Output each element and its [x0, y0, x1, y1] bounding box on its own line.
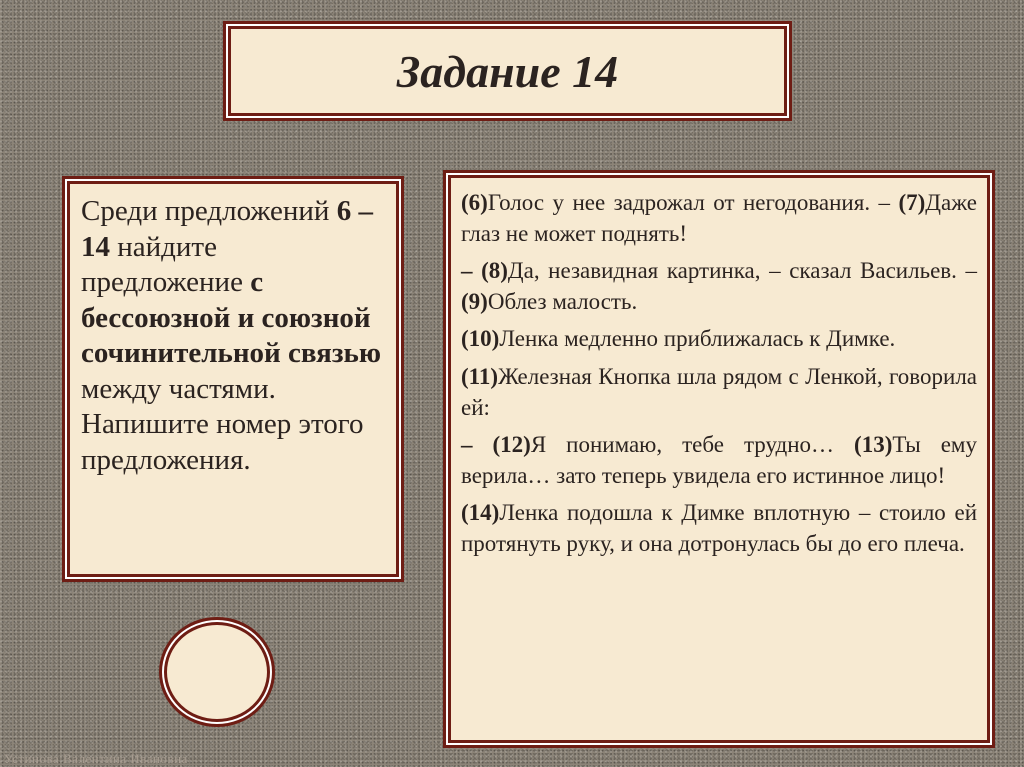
answer-circle[interactable]	[164, 622, 270, 722]
sentence-text: Да, незавидная картинка, – сказал Васильев. –	[507, 258, 977, 284]
sentence-number: (6)	[461, 190, 488, 215]
text-paragraph	[461, 188, 977, 249]
sentence-number: (14)	[461, 500, 500, 526]
task-key-phrase: с бессоюзной и союзной сочинительной связью	[81, 266, 381, 369]
sentence-text: Ленка медленно приближалась к Димке.	[499, 326, 896, 352]
sentence-text: Ты ему верила… зато теперь увидела его истинное лицо!	[461, 432, 977, 488]
source-text	[461, 188, 977, 560]
sentence-number: – (12)	[461, 432, 531, 458]
task-text-part: найдите предложение	[81, 230, 251, 298]
task-panel	[67, 181, 399, 577]
sentence-text: Железная Кнопка шла рядом с Ленкой, говорила ей:	[461, 363, 977, 420]
sentence-text: Ленка подошла к Димке вплотную – стоило ей протянуть руку, и она дотронулась бы до его плеча.	[461, 500, 977, 556]
sentence-number: – (8)	[461, 258, 508, 284]
text-paragraph	[461, 324, 977, 355]
text-paragraph	[461, 362, 977, 423]
task-text-part: Среди предложений	[81, 195, 337, 227]
source-text-panel	[448, 175, 990, 743]
task-text	[81, 194, 382, 478]
task-range: 6 – 14	[81, 195, 373, 263]
sentence-number: (10)	[461, 326, 500, 352]
title-panel	[228, 26, 787, 116]
text-paragraph	[461, 430, 977, 491]
task-text-part: между частями. Напишите номер этого предложения.	[81, 372, 364, 476]
text-paragraph	[461, 256, 977, 317]
sentence-number: (11)	[461, 363, 499, 389]
sentence-number: (13)	[854, 432, 893, 458]
author-watermark: Устинова Валентина Ивановна	[4, 751, 188, 766]
sentence-number: (7)	[898, 190, 926, 215]
text-paragraph	[461, 498, 977, 559]
sentence-number: (9)	[461, 288, 488, 314]
sentence-text: Даже глаз не может поднять!	[461, 190, 977, 246]
sentence-text: Облез малость.	[487, 288, 638, 314]
slide-title: Задание 14	[396, 45, 619, 97]
sentence-text: Голос у нее задрожал от негодования. –	[487, 190, 899, 215]
sentence-text: Я понимаю, тебе трудно…	[530, 432, 855, 458]
